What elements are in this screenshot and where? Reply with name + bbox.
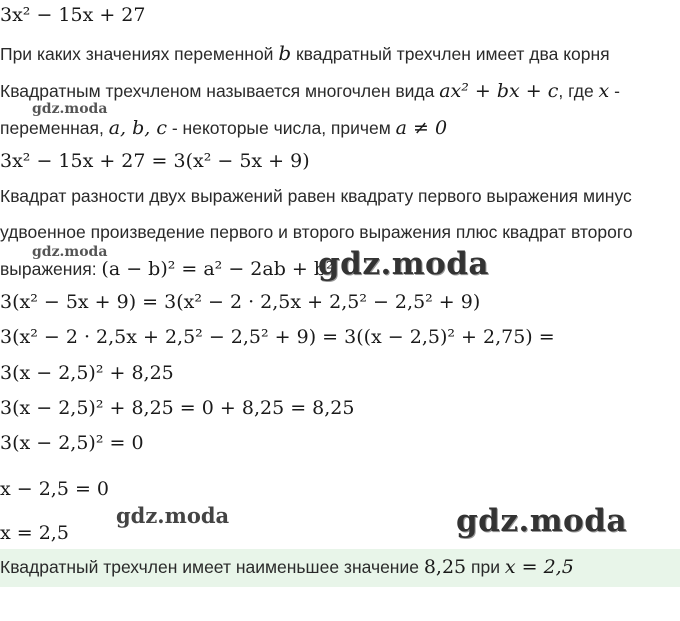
question-var: b <box>278 41 292 65</box>
definition-part3: - <box>609 81 620 101</box>
step-1: 3(x² − 5x + 9) = 3(x² − 2 · 2,5x + 2,5² − 2,5² + 9) <box>0 291 481 313</box>
answer-text1: Квадратный трехчлен имеет наименьшее значение <box>0 557 424 577</box>
answer-value: 8,25 <box>423 556 467 578</box>
definition-line-2 <box>0 117 447 139</box>
answer-formula: x = 2,5 <box>504 556 574 578</box>
answer-text2: при <box>466 557 505 577</box>
answer-text <box>0 556 574 578</box>
rule-formula: (a − b)² = a² − 2ab + b² <box>101 258 334 280</box>
watermark: gdz.moda <box>32 101 108 117</box>
question-before: При каких значениях переменной <box>0 44 279 64</box>
rule-line-1: Квадрат разности двух выражений равен квадрату первого выражения минус <box>0 186 632 206</box>
definition-line2b: - некоторые числа, причем <box>167 118 396 138</box>
watermark: gdz.moda <box>318 246 489 282</box>
definition-line2a: переменная, <box>0 118 109 138</box>
definition-x: x <box>598 80 610 102</box>
step-7: x = 2,5 <box>0 522 69 544</box>
step-4: 3(x − 2,5)² + 8,25 = 0 + 8,25 = 8,25 <box>0 397 355 419</box>
definition-part2: , где <box>558 81 599 101</box>
step-6: x − 2,5 = 0 <box>0 478 110 500</box>
expression-line: 3x² − 15x + 27 <box>0 4 146 26</box>
definition-formula: ax² + bx + c <box>439 80 559 102</box>
question-text <box>0 41 610 65</box>
step-3: 3(x − 2,5)² + 8,25 <box>0 362 174 384</box>
rule-line-2: удвоенное произведение первого и второго выражения плюс квадрат второго <box>0 222 633 242</box>
step-5: 3(x − 2,5)² = 0 <box>0 432 144 454</box>
step-2: 3(x² − 2 · 2,5x + 2,5² − 2,5² + 9) = 3((x − 2,5)² + 2,75) = <box>0 326 555 348</box>
factor-step: 3x² − 15x + 27 = 3(x² − 5x + 9) <box>0 150 310 172</box>
definition-part1: Квадратным трехчленом называется многочлен вида <box>0 81 440 101</box>
rule-line-3 <box>0 258 334 280</box>
definition-abc: a, b, c <box>108 117 167 139</box>
question-after: квадратный трехчлен имеет два корня <box>291 44 610 64</box>
rule-line3-text: выражения: <box>0 259 102 279</box>
watermark: gdz.moda <box>456 503 627 539</box>
watermark: gdz.moda <box>32 244 108 260</box>
definition-line-1 <box>0 80 620 102</box>
watermark: gdz.moda <box>116 503 230 528</box>
answer-box <box>0 549 680 587</box>
definition-condition: a ≠ 0 <box>395 117 448 139</box>
